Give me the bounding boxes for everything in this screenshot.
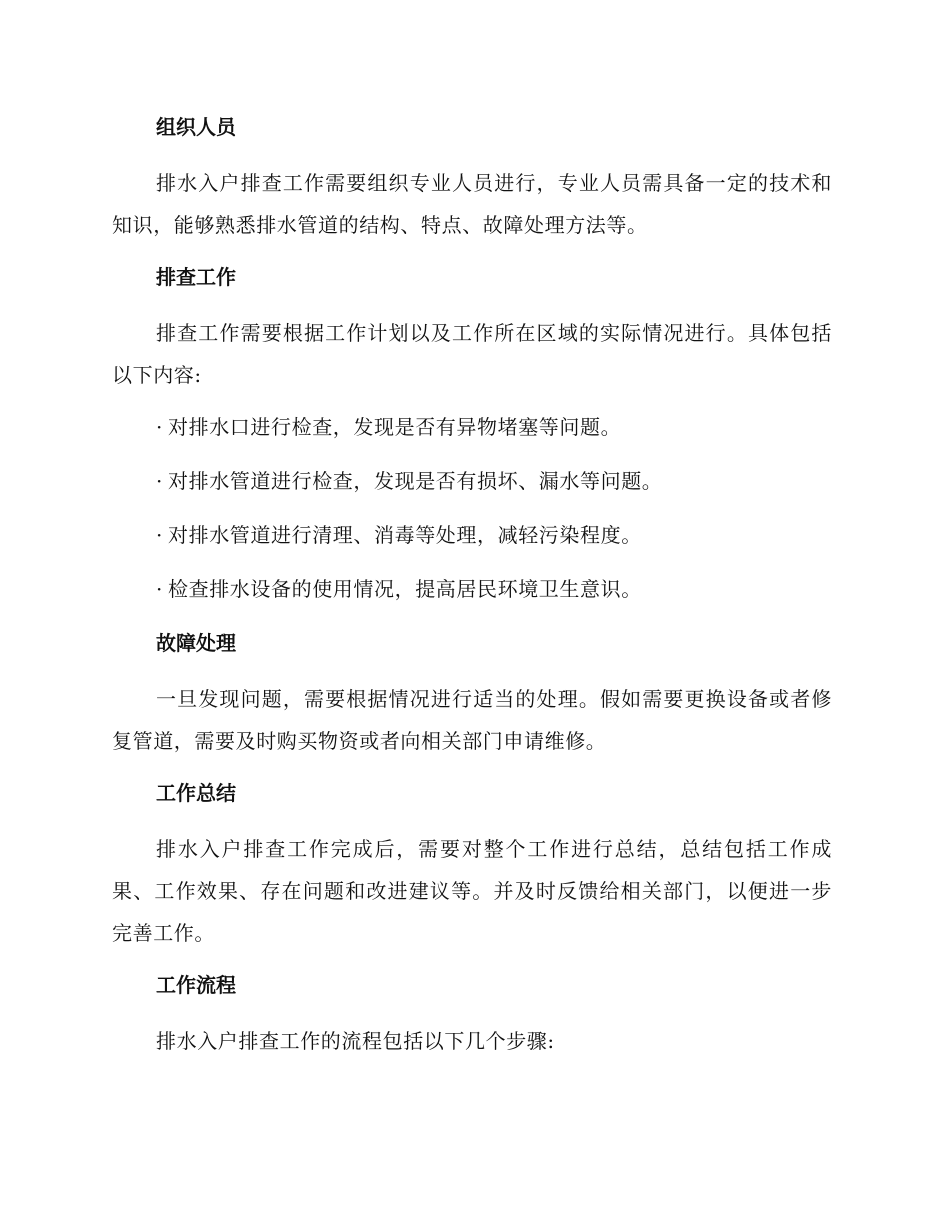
section-heading-organize: 组织人员 bbox=[156, 115, 236, 139]
bullet-marker: · bbox=[156, 577, 163, 601]
bullet-marker: · bbox=[156, 415, 163, 439]
section-paragraph-fault: 一旦发现问题，需要根据情况进行适当的处理。假如需要更换设备或者修复管道，需要及时购买物资或者向相关部门申请维修。 bbox=[112, 687, 832, 753]
document-page bbox=[112, 108, 832, 1074]
bullet-marker: · bbox=[156, 469, 163, 493]
section-paragraph-organize: 排水入户排查工作需要组织专业人员进行，专业人员需具备一定的技术和知识，能够熟悉排水管道的结构、特点、故障处理方法等。 bbox=[112, 171, 832, 237]
section-paragraph-inspection: 排查工作需要根据工作计划以及工作所在区域的实际情况进行。具体包括以下内容: bbox=[112, 321, 832, 387]
section-paragraph-process: 排水入户排查工作的流程包括以下几个步骤: bbox=[156, 1029, 555, 1053]
list-item-text: 对排水管道进行清理、消毒等处理，减轻污染程度。 bbox=[168, 523, 642, 547]
section-heading-summary: 工作总结 bbox=[156, 781, 236, 805]
list-item-text: 对排水口进行检查，发现是否有异物堵塞等问题。 bbox=[168, 415, 622, 439]
section-heading-inspection: 排查工作 bbox=[156, 265, 236, 289]
list-item-text: 对排水管道进行检查，发现是否有损坏、漏水等问题。 bbox=[168, 469, 663, 493]
bullet-marker: · bbox=[156, 523, 163, 547]
section-heading-process: 工作流程 bbox=[156, 973, 236, 997]
list-item bbox=[112, 570, 832, 608]
list-item bbox=[112, 516, 832, 554]
list-item bbox=[112, 462, 832, 500]
section-paragraph-summary: 排水入户排查工作完成后，需要对整个工作进行总结，总结包括工作成果、工作效果、存在问题和改进建议等。并及时反馈给相关部门，以便进一步完善工作。 bbox=[112, 837, 832, 945]
section-heading-fault: 故障处理 bbox=[156, 631, 236, 655]
list-item bbox=[112, 408, 832, 446]
list-item-text: 检查排水设备的使用情况，提高居民环境卫生意识。 bbox=[168, 577, 642, 601]
